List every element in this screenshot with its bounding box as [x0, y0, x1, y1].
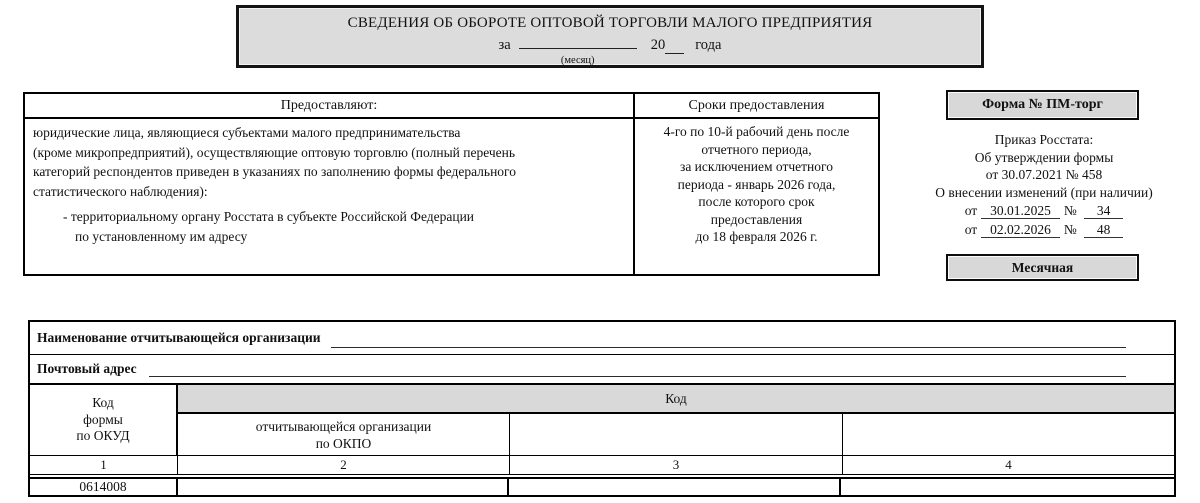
- addressee-line: - территориальному органу Росстата в субъекте Российской Федерации: [63, 209, 475, 224]
- column-number-cell: 3: [510, 456, 843, 474]
- year-blank-field[interactable]: [665, 53, 684, 54]
- addressee-line: по установленному им адресу: [75, 228, 248, 244]
- order-line: О внесении изменений (при наличии): [935, 184, 1153, 200]
- column-number-cell: 4: [1005, 457, 1012, 472]
- deadlines-line: предоставления: [710, 211, 803, 227]
- amendment-row: [916, 221, 1172, 239]
- code-header-group: [178, 385, 1174, 455]
- amendment-date: 02.02.2026: [981, 222, 1060, 238]
- deadlines-line: периода - январь 2026 года,: [677, 176, 836, 192]
- org-name-row: [30, 322, 1174, 355]
- rosstat-order-block: [916, 131, 1172, 238]
- deadlines-line: отчетного периода,: [701, 141, 812, 157]
- column-number-cell: 2: [178, 456, 510, 474]
- okud-value-cell: 0614008: [30, 479, 178, 495]
- deadlines-header: Сроки предоставления: [635, 94, 878, 119]
- periodicity-box: Месячная: [946, 254, 1139, 281]
- code-col3-subheader-cell: [510, 414, 843, 455]
- year-prefix: 20: [650, 37, 666, 53]
- deadlines-column: [635, 94, 878, 274]
- column-numbers-row: [30, 455, 1174, 475]
- deadlines-line: после которого срок: [698, 194, 815, 209]
- order-line: Приказ Росстата:: [994, 132, 1094, 147]
- code-subheader-row: [178, 414, 1174, 455]
- order-line: от 30.07.2021 № 458: [985, 167, 1103, 182]
- providers-table: [23, 92, 880, 276]
- org-name-label: Наименование отчитывающейся организации: [37, 330, 321, 345]
- okpo-value-cell[interactable]: [178, 479, 509, 495]
- code-col4-value-cell[interactable]: [841, 479, 1174, 495]
- amendment-date: 30.01.2025: [981, 203, 1060, 219]
- order-line: Об утверждении формы: [974, 149, 1114, 165]
- okud-header-line: Код: [92, 395, 114, 411]
- code-header-cell: Код: [178, 385, 1174, 414]
- amendment-prefix: от: [964, 221, 978, 237]
- okud-header-line: формы: [83, 411, 123, 427]
- deadlines-text: [635, 119, 878, 246]
- providers-header: Предоставляют:: [25, 94, 633, 119]
- okud-header-line: по ОКУД: [76, 428, 130, 444]
- deadlines-line: 4-го по 10-й рабочий день после: [663, 124, 850, 139]
- okpo-subheader-line: отчитывающейся организации: [255, 418, 432, 434]
- report-period-line: [239, 37, 981, 66]
- za-label: за: [498, 37, 511, 53]
- amendment-row: [916, 202, 1172, 220]
- postal-address-row: [30, 355, 1174, 385]
- code-col3-value-cell[interactable]: [509, 479, 841, 495]
- month-hint: (месяц): [560, 55, 595, 66]
- providers-description: [25, 119, 633, 246]
- code-col4-subheader-cell: [843, 414, 1174, 455]
- year-suffix: года: [695, 37, 722, 53]
- postal-address-label: Почтовый адрес: [37, 361, 137, 376]
- column-number-cell: 1: [30, 456, 178, 474]
- providers-column: [25, 94, 635, 274]
- month-blank-field[interactable]: [519, 48, 637, 49]
- providers-line: статистического наблюдения):: [33, 183, 208, 199]
- form-title: СВЕДЕНИЯ ОБ ОБОРОТЕ ОПТОВОЙ ТОРГОВЛИ МАЛОГО ПРЕДПРИЯТИЯ: [347, 15, 873, 31]
- okpo-subheader-cell: [178, 414, 510, 455]
- providers-line: юридические лица, являющиеся субъектами малого предпринимательства: [33, 125, 461, 140]
- okud-header-cell: [30, 385, 178, 455]
- month-field-wrap: [519, 37, 637, 66]
- codes-header: [30, 385, 1174, 455]
- amendment-number: 48: [1084, 222, 1124, 238]
- deadlines-line: до 18 февраля 2026 г.: [695, 229, 818, 244]
- postal-address-fill-line[interactable]: [149, 376, 1126, 377]
- org-name-fill-line[interactable]: [331, 347, 1126, 348]
- organization-codes-table: [28, 320, 1176, 497]
- deadlines-line: за исключением отчетного: [679, 159, 833, 174]
- codes-table: [30, 385, 1174, 495]
- providers-line: категорий респондентов приведен в указаниях по заполнению формы федерального: [33, 164, 517, 179]
- form-title-box: [236, 5, 984, 68]
- amendment-number: 34: [1084, 203, 1124, 219]
- amendment-number-sign: №: [1063, 203, 1077, 218]
- codes-value-row: [30, 477, 1174, 495]
- okpo-subheader-line: по ОКПО: [315, 435, 372, 451]
- providers-line: (кроме микропредприятий), осуществляющие оптовую торговлю (полный перечень: [33, 144, 516, 160]
- amendment-number-sign: №: [1063, 221, 1077, 237]
- form-number-box: Форма № ПМ-торг: [946, 90, 1139, 120]
- amendment-prefix: от: [964, 203, 978, 218]
